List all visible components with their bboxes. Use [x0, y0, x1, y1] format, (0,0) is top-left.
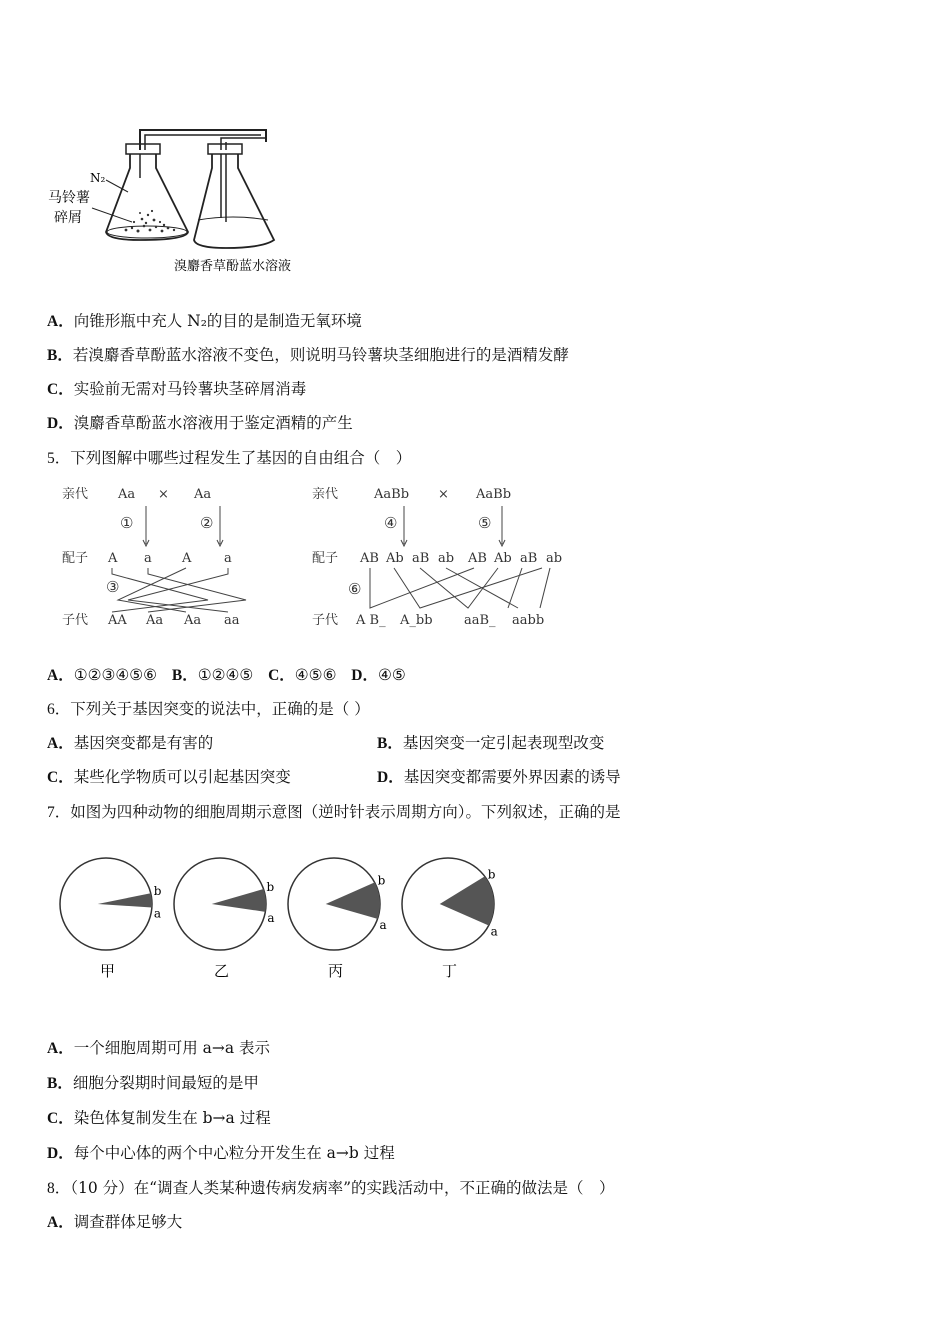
mitosis-wedge — [212, 889, 266, 912]
step-6: ⑥ — [348, 580, 362, 598]
q4-option-c[interactable]: C．实验前无需对马铃薯块茎碎屑消毒 — [47, 380, 307, 398]
q5-option-b[interactable]: B．①②④⑤ — [171, 666, 254, 684]
offspring: aa — [224, 613, 240, 628]
q5-diagram-1 — [58, 482, 268, 630]
q5-diagram-2 — [308, 482, 568, 630]
step-2: ② — [200, 514, 214, 532]
point-a-label: a — [267, 910, 275, 925]
gamete: ab — [546, 551, 563, 566]
q5-option-d[interactable]: D．④⑤ — [351, 666, 406, 684]
mitosis-wedge — [440, 876, 494, 925]
gamete: aB — [520, 551, 538, 566]
q6-option-c[interactable]: C．某些化学物质可以引起基因突变 — [47, 768, 291, 786]
gamete: aB — [412, 551, 430, 566]
q5-stem: 5．下列图解中哪些过程发生了基因的自由组合（ ） — [47, 449, 412, 467]
parent-left: AaBb — [374, 487, 410, 502]
n2-label: N₂ — [90, 171, 106, 185]
gamete: Ab — [386, 551, 404, 566]
offspring: AA — [108, 613, 127, 628]
potato-label-line2: 碎屑 — [54, 210, 82, 226]
cell-cycle-4 — [402, 858, 498, 980]
gamete: Ab — [494, 551, 512, 566]
solution-label: 溴麝香草酚蓝水溶液 — [174, 259, 292, 274]
row-offspring-label: 子代 — [312, 613, 339, 628]
gamete: AB — [468, 551, 487, 566]
row-offspring-label: 子代 — [62, 613, 89, 628]
step-4: ④ — [384, 514, 398, 532]
mitosis-wedge — [98, 893, 152, 907]
q6-option-a[interactable]: A．基因突变都是有害的 — [47, 734, 214, 752]
q7-option-a[interactable]: A．一个细胞周期可用 a→a 表示 — [47, 1039, 271, 1057]
q6-stem: 6．下列关于基因突变的说法中，正确的是（ ） — [47, 700, 370, 718]
row-gamete-label: 配子 — [62, 551, 89, 566]
point-b-label: b — [153, 884, 162, 899]
q6-option-d[interactable]: D．基因突变都需要外界因素的诱导 — [377, 768, 621, 786]
parent-right: Aa — [194, 487, 212, 502]
cycle-label: 甲 — [100, 962, 116, 980]
q5-option-c[interactable]: C．④⑤⑥ — [268, 666, 337, 684]
row-parent-label: 亲代 — [312, 487, 339, 502]
gamete: AB — [360, 551, 379, 566]
q7-stem: 7．如图为四种动物的细胞周期示意图（逆时针表示周期方向）。下列叙述，正确的是 — [47, 803, 621, 821]
q7-option-b[interactable]: B．细胞分裂期时间最短的是甲 — [47, 1074, 259, 1092]
mitosis-wedge — [326, 882, 380, 918]
gamete: A — [182, 551, 192, 566]
point-b-label: b — [487, 867, 496, 882]
cell-cycle-3 — [288, 858, 387, 980]
q6-option-b[interactable]: B．基因突变一定引起表现型改变 — [377, 734, 605, 752]
row-gamete-label: 配子 — [312, 551, 339, 566]
q4-option-b[interactable]: B．若溴麝香草酚蓝水溶液不变色，则说明马铃薯块茎细胞进行的是酒精发酵 — [47, 346, 569, 364]
point-b-label: b — [266, 880, 275, 895]
potato-label-line1: 马铃薯 — [48, 190, 90, 206]
offspring: A_bb — [400, 613, 433, 628]
q5-options — [47, 665, 406, 686]
q7-option-d[interactable]: D．每个中心体的两个中心粒分开发生在 a→b 过程 — [47, 1144, 395, 1162]
cross-sign: × — [158, 487, 169, 502]
q4-option-d[interactable]: D．溴麝香草酚蓝水溶液用于鉴定酒精的产生 — [47, 414, 353, 432]
cycle-label: 乙 — [214, 962, 230, 980]
potato-debris — [125, 210, 176, 233]
parent-left: Aa — [118, 487, 136, 502]
offspring: A B_ — [356, 613, 386, 628]
cell-cycle-2 — [174, 858, 274, 980]
q8-stem: 8．（10 分）在“调查人类某种遗传病发病率”的实践活动中，不正确的做法是（ ） — [47, 1179, 615, 1197]
q8-option-a[interactable]: A．调查群体足够大 — [47, 1213, 183, 1231]
cross-sign: × — [438, 487, 449, 502]
left-flask — [106, 144, 188, 240]
gamete: ab — [438, 551, 455, 566]
parent-right: AaBb — [476, 487, 512, 502]
point-a-label: a — [379, 917, 387, 932]
step-1: ① — [120, 514, 134, 532]
right-flask — [194, 144, 274, 248]
point-a-label: a — [153, 906, 162, 921]
gamete: A — [108, 551, 118, 566]
cycle-label: 丁 — [442, 962, 458, 980]
point-a-label: a — [490, 924, 498, 939]
step-3: ③ — [106, 578, 120, 596]
offspring: aabb — [512, 613, 545, 628]
gamete: a — [144, 551, 152, 566]
q7-option-c[interactable]: C．染色体复制发生在 b→a 过程 — [47, 1109, 271, 1127]
cell-cycle-figure — [56, 846, 526, 986]
offspring: Aa — [184, 613, 202, 628]
step-5: ⑤ — [478, 514, 492, 532]
gamete: a — [224, 551, 232, 566]
q4-option-a[interactable]: A．向锥形瓶中充人 N₂的目的是制造无氧环境 — [47, 312, 362, 330]
cell-cycle-1 — [60, 858, 162, 980]
point-b-label: b — [377, 873, 386, 888]
offspring: Aa — [146, 613, 164, 628]
q5-option-a[interactable]: A．①②③④⑤⑥ — [47, 666, 158, 684]
cycle-label: 丙 — [328, 962, 344, 980]
row-parent-label: 亲代 — [62, 487, 89, 502]
apparatus-figure — [48, 122, 338, 282]
offspring: aaB_ — [464, 613, 496, 628]
